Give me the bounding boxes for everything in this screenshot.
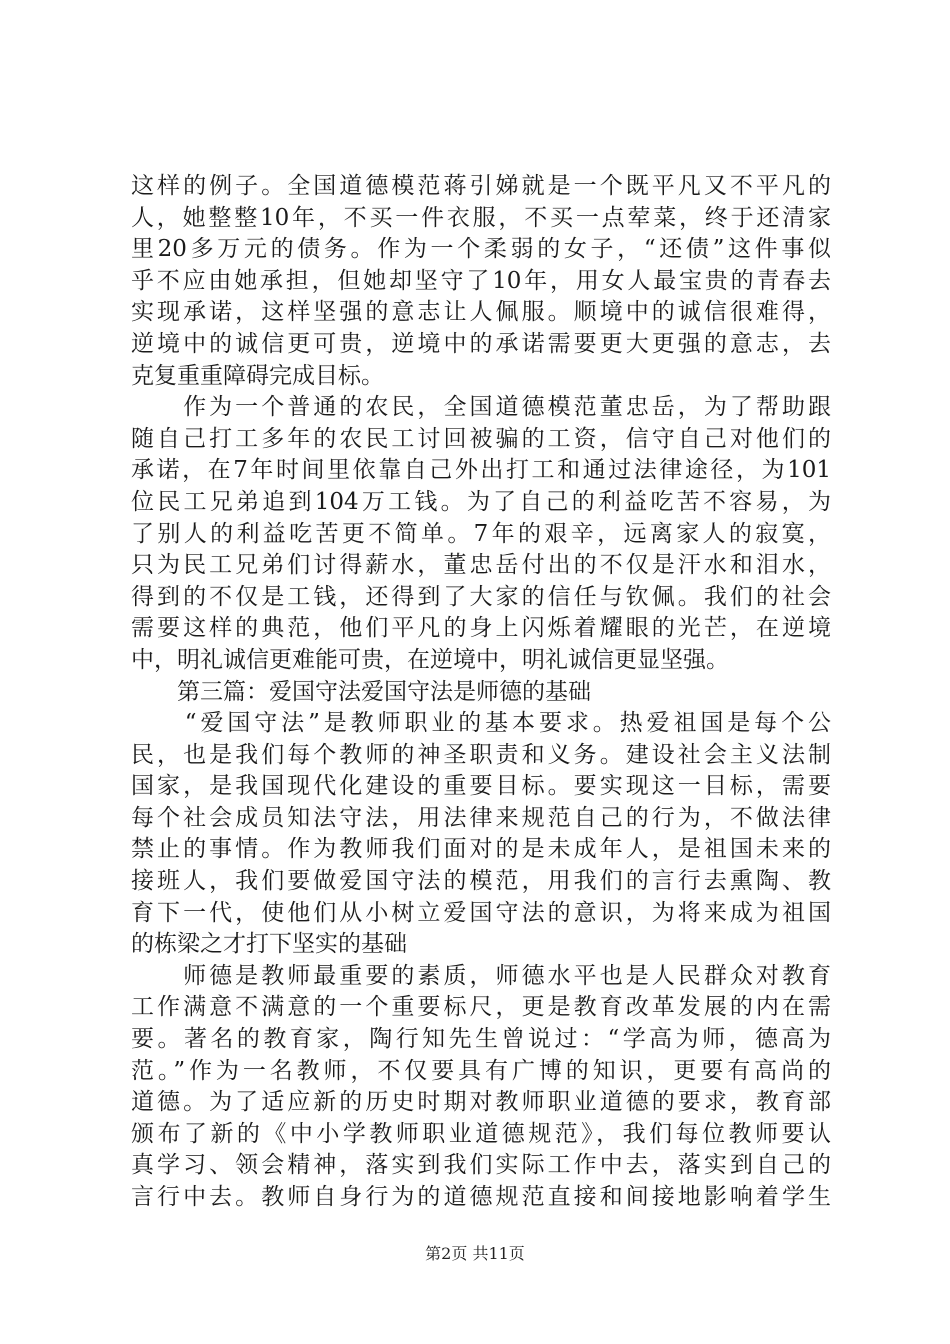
text-line: 这样的例子。全国道德模范蒋引娣就是一个既平凡又不平凡的 bbox=[131, 173, 831, 199]
text-line: 人，她整整10年，不买一件衣服，不买一点荤菜，终于还清家 bbox=[131, 204, 831, 231]
text-line: 乎不应由她承担，但她却坚守了10年，用女人最宝贵的青春去 bbox=[131, 267, 831, 294]
text-line: 真学习、领会精神，落实到我们实际工作中去，落实到自己的 bbox=[131, 1152, 831, 1179]
text-line: 接班人，我们要做爱国守法的模范，用我们的言行去熏陶、教 bbox=[131, 868, 831, 895]
text-line: 得到的不仅是工钱，还得到了大家的信任与钦佩。我们的社会 bbox=[131, 583, 831, 610]
page-footer: 第2页 共11页 bbox=[425, 1244, 525, 1263]
text-line: 承诺，在7年时间里依靠自己外出打工和通过法律途径，为101 bbox=[131, 457, 831, 484]
text-line: 第三篇：爱国守法爱国守法是师德的基础 bbox=[131, 678, 591, 705]
text-line: 育下一代，使他们从小树立爱国守法的意识，为将来成为祖国 bbox=[131, 899, 831, 926]
document-body bbox=[131, 171, 831, 1214]
text-line: 的栋梁之才打下坚实的基础 bbox=[131, 931, 407, 958]
text-line: 范。”作为一名教师，不仅要具有广博的知识，更要有高尚的 bbox=[131, 1057, 831, 1084]
text-line: 颁布了新的《中小学教师职业道德规范》，我们每位教师要认 bbox=[131, 1120, 831, 1147]
text-line: 位民工兄弟追到104万工钱。为了自己的利益吃苦不容易，为 bbox=[131, 488, 831, 515]
text-line: 实现承诺，这样坚强的意志让人佩服。顺境中的诚信很难得， bbox=[131, 299, 831, 326]
text-line: 需要这样的典范，他们平凡的身上闪烁着耀眼的光芒，在逆境 bbox=[131, 615, 831, 642]
text-line: 要。著名的教育家，陶行知先生曾说过：“学高为师，德高为 bbox=[131, 1026, 831, 1053]
text-line: 国家，是我国现代化建设的重要目标。要实现这一目标，需要 bbox=[131, 773, 831, 800]
text-line: 师德是教师最重要的素质，师德水平也是人民群众对教育 bbox=[131, 962, 831, 989]
text-line: 作为一个普通的农民，全国道德模范董忠岳，为了帮助跟 bbox=[131, 394, 831, 421]
text-line: 随自己打工多年的农民工讨回被骗的工资，信守自己对他们的 bbox=[131, 425, 831, 452]
text-line: 里20多万元的债务。作为一个柔弱的女子，“还债”这件事似 bbox=[131, 236, 831, 263]
text-line: 克复重重障碍完成目标。 bbox=[131, 362, 384, 389]
text-line: 逆境中的诚信更可贵，逆境中的承诺需要更大更强的意志，去 bbox=[131, 330, 831, 357]
text-line: 道德。为了适应新的历史时期对教师职业道德的要求，教育部 bbox=[131, 1089, 831, 1116]
text-line: 禁止的事情。作为教师我们面对的是未成年人，是祖国未来的 bbox=[131, 836, 831, 863]
text-line: 中，明礼诚信更难能可贵，在逆境中，明礼诚信更显坚强。 bbox=[131, 646, 729, 673]
text-line: “爱国守法”是教师职业的基本要求。热爱祖国是每个公 bbox=[131, 710, 831, 737]
text-line: 民，也是我们每个教师的神圣职责和义务。建设社会主义法制 bbox=[131, 741, 831, 768]
text-line: 只为民工兄弟们讨得薪水，董忠岳付出的不仅是汗水和泪水， bbox=[131, 552, 831, 579]
text-line: 言行中去。教师自身行为的道德规范直接和间接地影响着学生 bbox=[131, 1184, 831, 1210]
text-line: 了别人的利益吃苦更不简单。7年的艰辛，远离家人的寂寞， bbox=[131, 520, 831, 547]
text-line: 工作满意不满意的一个重要标尺，更是教育改革发展的内在需 bbox=[131, 994, 831, 1021]
text-line: 每个社会成员知法守法，用法律来规范自己的行为，不做法律 bbox=[131, 804, 831, 831]
